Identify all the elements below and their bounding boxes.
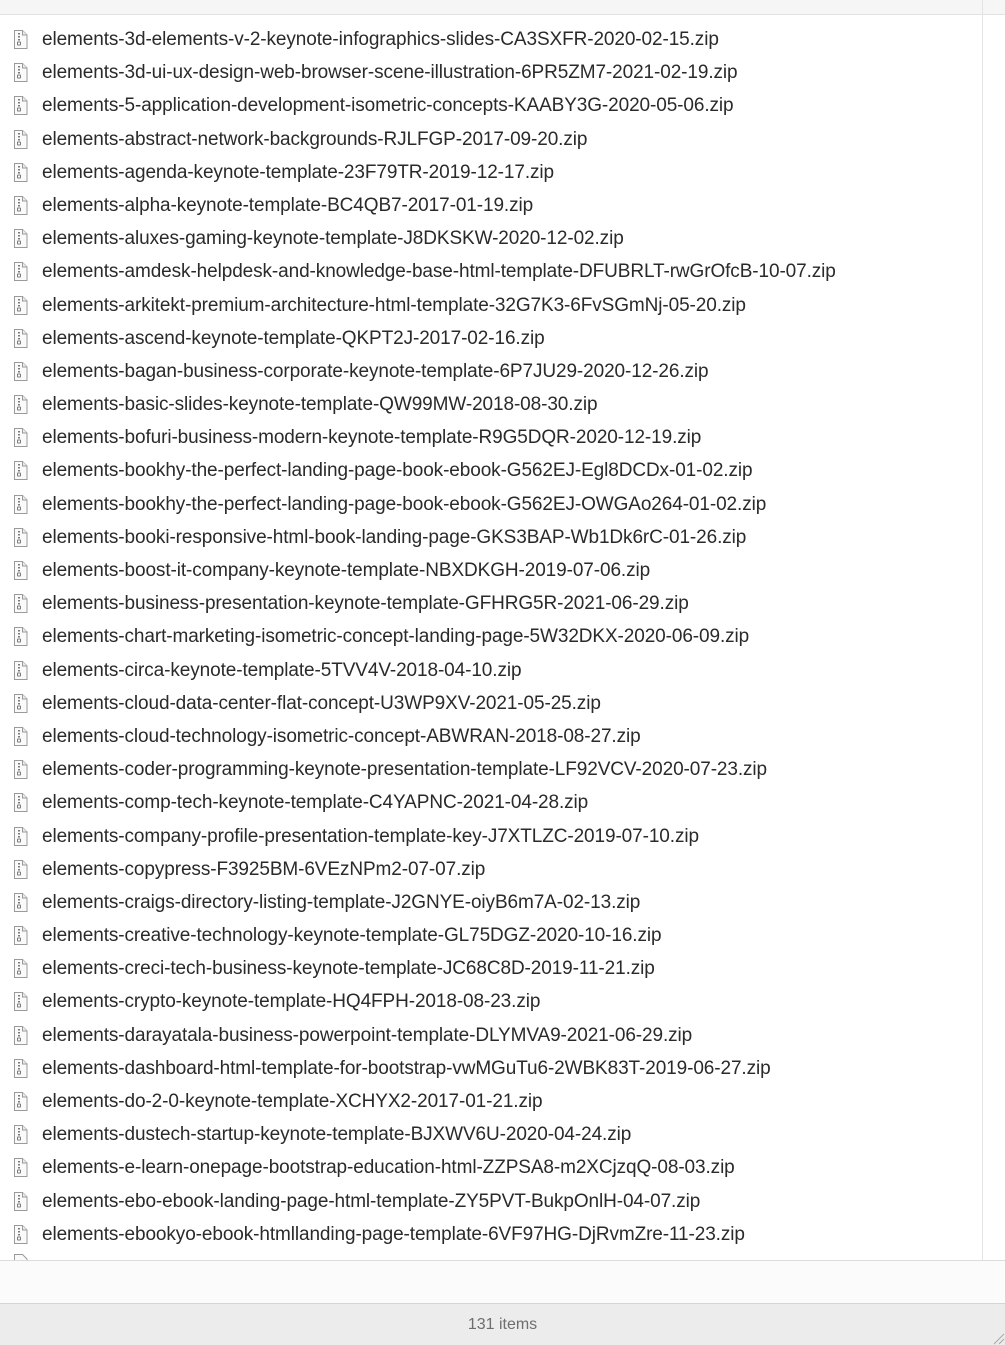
zip-document-icon [13,96,28,115]
file-row[interactable] [0,290,982,323]
zip-document-icon [13,893,28,912]
file-name: elements-bofuri-business-modern-keynote-template-R9G5DQR-2020-12-19.zip [42,427,702,449]
zip-document-icon [13,196,28,215]
zip-document-icon [13,1225,28,1244]
partial-file-row [0,1252,982,1260]
file-row[interactable] [0,1086,982,1119]
zip-document-icon [13,1125,28,1144]
file-name: elements-creative-technology-keynote-template-GL75DGZ-2020-10-16.zip [42,925,662,947]
file-name: elements-crypto-keynote-template-HQ4FPH-2018-08-23.zip [42,991,541,1013]
item-count: 131 items [467,1316,538,1333]
file-row[interactable] [0,422,982,455]
zip-document-icon [13,561,28,580]
file-name: elements-coder-programming-keynote-presentation-template-LF92VCV-2020-07-23.zip [42,759,768,781]
zip-document-icon [13,1192,28,1211]
file-row[interactable] [0,489,982,522]
file-row[interactable] [0,124,982,157]
file-row[interactable] [0,356,982,389]
file-name: elements-chart-marketing-isometric-concept-landing-page-5W32DKX-2020-06-09.zip [42,626,750,648]
file-row[interactable] [0,821,982,854]
zip-document-icon [13,395,28,414]
zip-document-icon [13,661,28,680]
zip-document-icon [13,495,28,514]
zip-document-icon [13,461,28,480]
file-name: elements-circa-keynote-template-5TVV4V-2018-04-10.zip [42,659,522,681]
file-name: elements-copypress-F3925BM-6VEzNPm2-07-07.zip [42,858,486,880]
file-name: elements-5-application-development-isometric-concepts-KAABY3G-2020-05-06.zip [42,95,734,117]
zip-document-icon [13,229,28,248]
zip-document-icon [13,827,28,846]
zip-document-icon [13,428,28,447]
file-name: elements-boost-it-company-keynote-template-NBXDKGH-2019-07-06.zip [42,560,651,581]
file-list[interactable] [0,24,982,1260]
zip-document-icon [13,594,28,613]
file-row[interactable] [0,522,982,555]
file-row[interactable] [0,854,982,887]
file-name: elements-dustech-startup-keynote-template-BJXWV6U-2020-04-24.zip [42,1124,632,1146]
file-row[interactable] [0,57,982,90]
zip-document-icon [13,1158,28,1177]
zip-document-icon [13,30,28,49]
file-name: elements-cloud-data-center-flat-concept-U3WP9XV-2021-05-25.zip [42,692,601,714]
file-name: elements-dashboard-html-template-for-bootstrap-vwMGuTu6-2WBK83T-2019-06-27.zip [42,1057,771,1079]
file-row[interactable] [0,1119,982,1152]
file-row[interactable] [0,223,982,256]
file-row[interactable] [0,920,982,953]
file-row[interactable] [0,455,982,488]
zip-document-icon [13,959,28,978]
file-row[interactable] [0,986,982,1019]
file-row[interactable] [0,555,982,588]
file-row[interactable] [0,721,982,754]
file-row[interactable] [0,655,982,688]
file-name: elements-bagan-business-corporate-keynote-template-6P7JU29-2020-12-26.zip [42,360,709,382]
zip-document-icon [13,296,28,315]
zip-document-icon [13,727,28,746]
file-row[interactable] [0,1219,982,1252]
file-name: elements-arkitekt-premium-architecture-html-template-32G7K3-6FvSGmNj-05-20.zip [42,294,746,316]
file-name: elements-bookhy-the-perfect-landing-page-book-ebook-G562EJ-OWGAo264-01-02.zip [42,493,767,515]
zip-document-icon [13,1026,28,1045]
file-row[interactable] [0,1186,982,1219]
file-name: elements-darayatala-business-powerpoint-template-DLYMVA9-2021-06-29.zip [42,1024,693,1046]
status-bar [0,1303,1005,1345]
file-name: elements-ebo-ebook-landing-page-html-template-ZY5PVT-BukpOnlH-04-07.zip [42,1190,701,1212]
file-name: elements-e-learn-onepage-bootstrap-education-html-ZZPSA8-m2XCjzqQ-08-03.zip [42,1157,735,1179]
file-row[interactable] [0,688,982,721]
file-row[interactable] [0,887,982,920]
file-name: elements-alpha-keynote-template-BC4QB7-2017-01-19.zip [42,194,534,216]
file-name: elements-company-profile-presentation-template-key-J7XTLZC-2019-07-10.zip [42,825,699,847]
file-name: elements-cloud-technology-isometric-concept-ABWRAN-2018-08-27.zip [42,725,641,747]
zip-document-icon [13,1092,28,1111]
file-row[interactable] [0,953,982,986]
file-row[interactable] [0,256,982,289]
zip-document-icon [13,528,28,547]
file-name: elements-aluxes-gaming-keynote-template-J8DKSKW-2020-12-02.zip [42,228,624,250]
preview-pane [0,1260,1005,1304]
file-name: elements-3d-elements-v-2-keynote-infographics-slides-CA3SXFR-2020-02-15.zip [42,29,719,50]
file-row[interactable] [0,754,982,787]
file-name: elements-agenda-keynote-template-23F79TR-2019-12-17.zip [42,161,555,183]
file-row[interactable] [0,90,982,123]
file-name: elements-creci-tech-business-keynote-template-JC68C8D-2019-11-21.zip [42,958,655,980]
file-name: elements-craigs-directory-listing-template-J2GNYE-oiyB6m7A-02-13.zip [42,891,641,913]
zip-document-icon [13,130,28,149]
file-row[interactable] [0,787,982,820]
zip-document-icon [13,926,28,945]
zip-document-icon [13,694,28,713]
file-name: elements-3d-ui-ux-design-web-browser-scene-illustration-6PR5ZM7-2021-02-19.zip [42,62,738,84]
zip-document-icon [13,329,28,348]
zip-document-icon [13,262,28,281]
zip-document-icon [13,362,28,381]
file-row[interactable] [0,621,982,654]
file-name: elements-booki-responsive-html-book-landing-page-GKS3BAP-Wb1Dk6rC-01-26.zip [42,526,747,548]
zip-document-icon [13,860,28,879]
file-row[interactable] [0,389,982,422]
zip-document-icon [13,627,28,646]
zip-document-icon [13,992,28,1011]
zip-document-icon [13,163,28,182]
file-row[interactable] [0,323,982,356]
column-header-strip [0,0,1005,15]
file-name: elements-business-presentation-keynote-template-GFHRG5R-2021-06-29.zip [42,593,689,615]
file-name: elements-ascend-keynote-template-QKPT2J-2017-02-16.zip [42,327,545,349]
zip-document-icon [13,760,28,779]
zip-document-icon [13,1059,28,1078]
file-name: elements-bookhy-the-perfect-landing-page-book-ebook-G562EJ-Egl8DCDx-01-02.zip [42,460,753,482]
file-name: elements-comp-tech-keynote-template-C4YAPNC-2021-04-28.zip [42,792,589,814]
file-row[interactable] [0,1020,982,1053]
file-name: elements-amdesk-helpdesk-and-knowledge-base-html-template-DFUBRLT-rwGrOfcB-10-07.zip [42,261,836,283]
file-row[interactable] [0,190,982,223]
file-name: elements-do-2-0-keynote-template-XCHYX2-2017-01-21.zip [42,1091,543,1112]
column-divider [982,0,983,1262]
resize-grip-icon[interactable] [991,1331,1005,1345]
file-row[interactable] [0,588,982,621]
file-row[interactable] [0,24,982,57]
file-row[interactable] [0,1152,982,1185]
zip-document-icon [13,63,28,82]
file-row[interactable] [0,1053,982,1086]
zip-document-icon [13,793,28,812]
file-name: elements-basic-slides-keynote-template-QW99MW-2018-08-30.zip [42,394,598,416]
file-name: elements-abstract-network-backgrounds-RJLFGP-2017-09-20.zip [42,128,588,150]
file-name: elements-ebookyo-ebook-htmllanding-page-template-6VF97HG-DjRvmZre-11-23.zip [42,1223,745,1245]
file-row[interactable] [0,157,982,190]
